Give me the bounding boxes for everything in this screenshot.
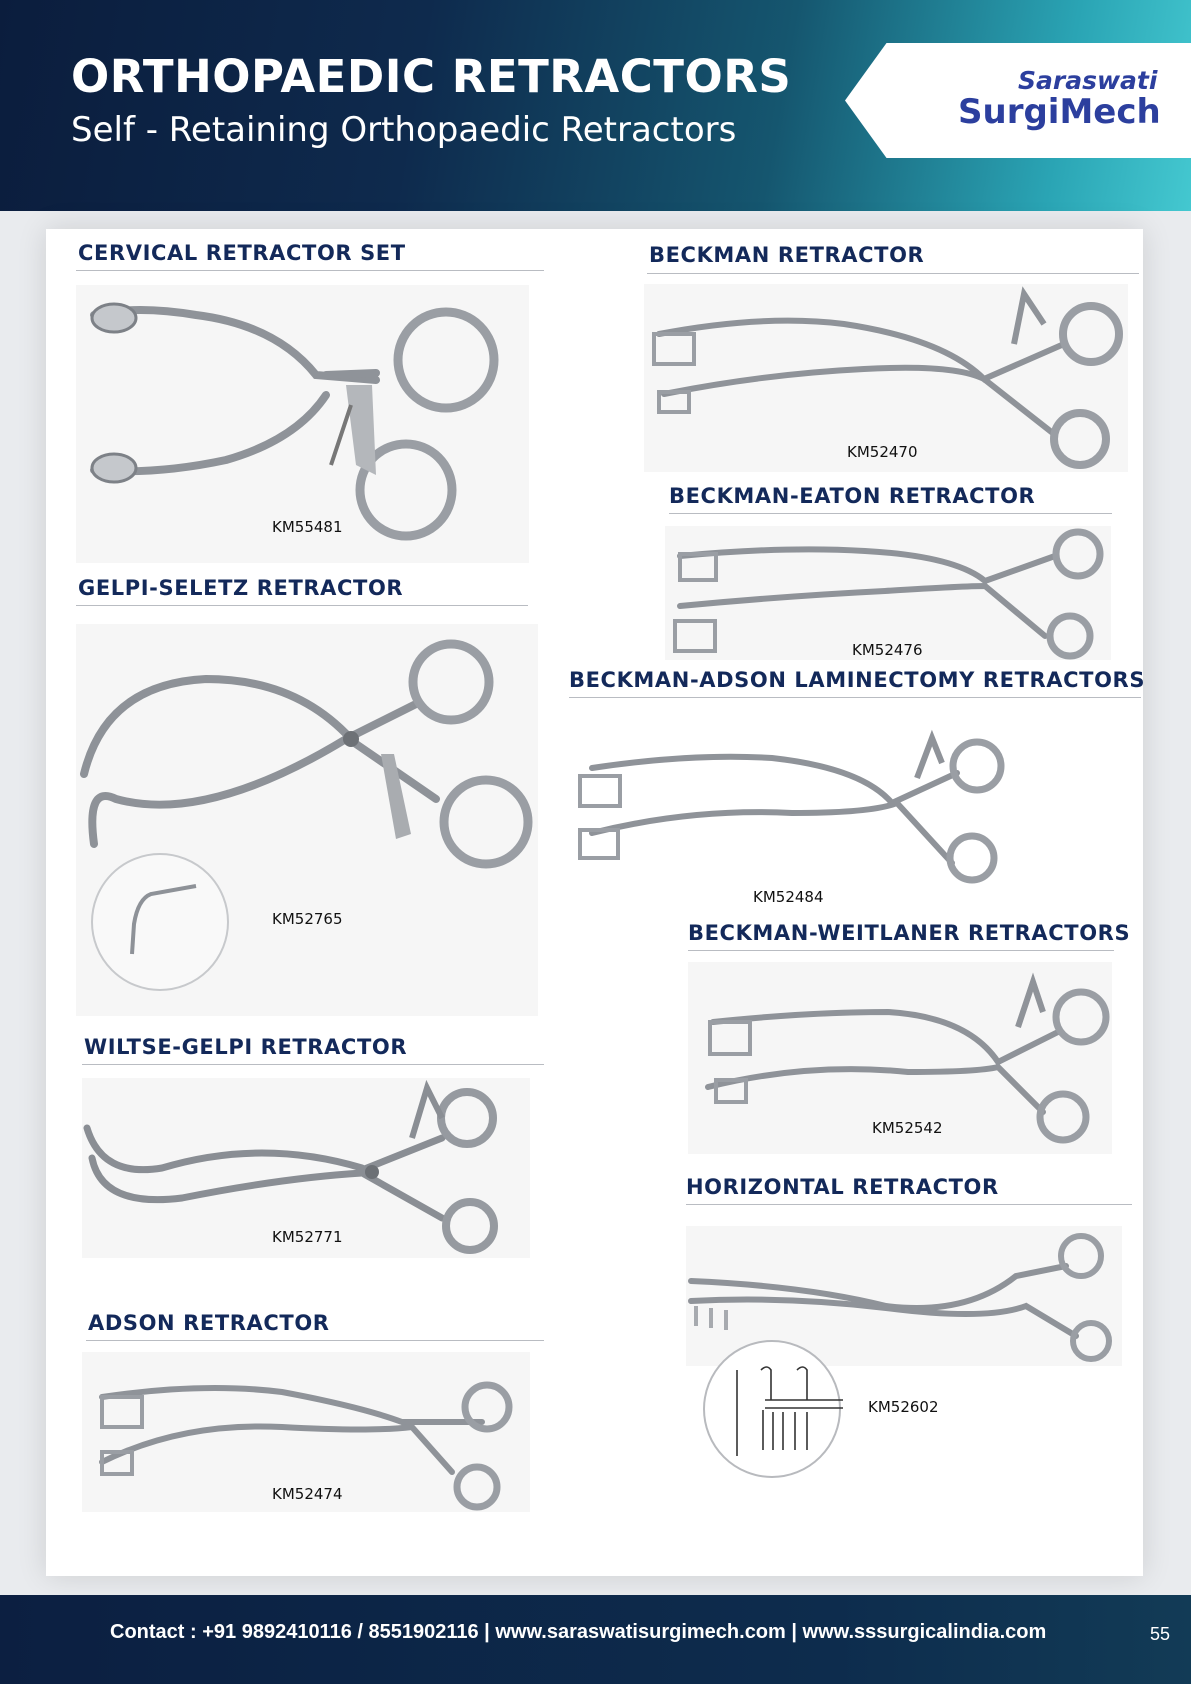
divider <box>686 1204 1132 1205</box>
section-title-beckman-weitlaner: BECKMAN-WEITLANER RETRACTORS <box>688 921 1131 945</box>
product-code-horizontal: KM52602 <box>868 1398 939 1416</box>
product-image-beckman-eaton <box>665 526 1111 660</box>
divider <box>76 270 544 271</box>
divider <box>669 513 1112 514</box>
detail-inset-horizontal <box>701 1338 843 1480</box>
divider <box>82 1064 544 1065</box>
product-image-gelpi-seletz <box>76 624 538 1016</box>
product-code-beckman-weitlaner: KM52542 <box>872 1119 943 1137</box>
product-code-beckman-adson: KM52484 <box>753 888 824 906</box>
product-code-adson: KM52474 <box>272 1485 343 1503</box>
footer-contact: Contact : +91 9892410116 / 8551902116 | www.saraswatisurgimech.com | www.sssurgicalindia.com <box>110 1621 1047 1643</box>
logo-text-top: Saraswati <box>1018 66 1158 95</box>
divider <box>569 697 1141 698</box>
section-title-adson: ADSON RETRACTOR <box>88 1311 330 1335</box>
logo-text-bottom: SurgiMech <box>958 92 1161 132</box>
section-title-beckman-adson: BECKMAN-ADSON LAMINECTOMY RETRACTORS <box>569 668 1146 692</box>
divider <box>76 605 528 606</box>
divider <box>86 1340 544 1341</box>
product-code-cervical: KM55481 <box>272 518 343 536</box>
section-title-gelpi-seletz: GELPI-SELETZ RETRACTOR <box>78 576 404 600</box>
page-number: 55 <box>1150 1624 1171 1644</box>
section-title-horizontal: HORIZONTAL RETRACTOR <box>686 1175 999 1199</box>
section-title-cervical: CERVICAL RETRACTOR SET <box>78 241 406 265</box>
divider <box>647 273 1139 274</box>
page-title: ORTHOPAEDIC RETRACTORS <box>71 50 792 103</box>
product-code-beckman: KM52470 <box>847 443 918 461</box>
product-image-beckman-adson <box>572 718 1028 890</box>
section-title-beckman-eaton: BECKMAN-EATON RETRACTOR <box>669 484 1036 508</box>
product-code-gelpi-seletz: KM52765 <box>272 910 343 928</box>
divider <box>688 950 1114 951</box>
product-code-wiltse-gelpi: KM52771 <box>272 1228 343 1246</box>
section-title-beckman: BECKMAN RETRACTOR <box>649 243 925 267</box>
product-code-beckman-eaton: KM52476 <box>852 641 923 659</box>
page-subtitle: Self - Retaining Orthopaedic Retractors <box>71 110 737 150</box>
section-title-wiltse-gelpi: WILTSE-GELPI RETRACTOR <box>84 1035 408 1059</box>
